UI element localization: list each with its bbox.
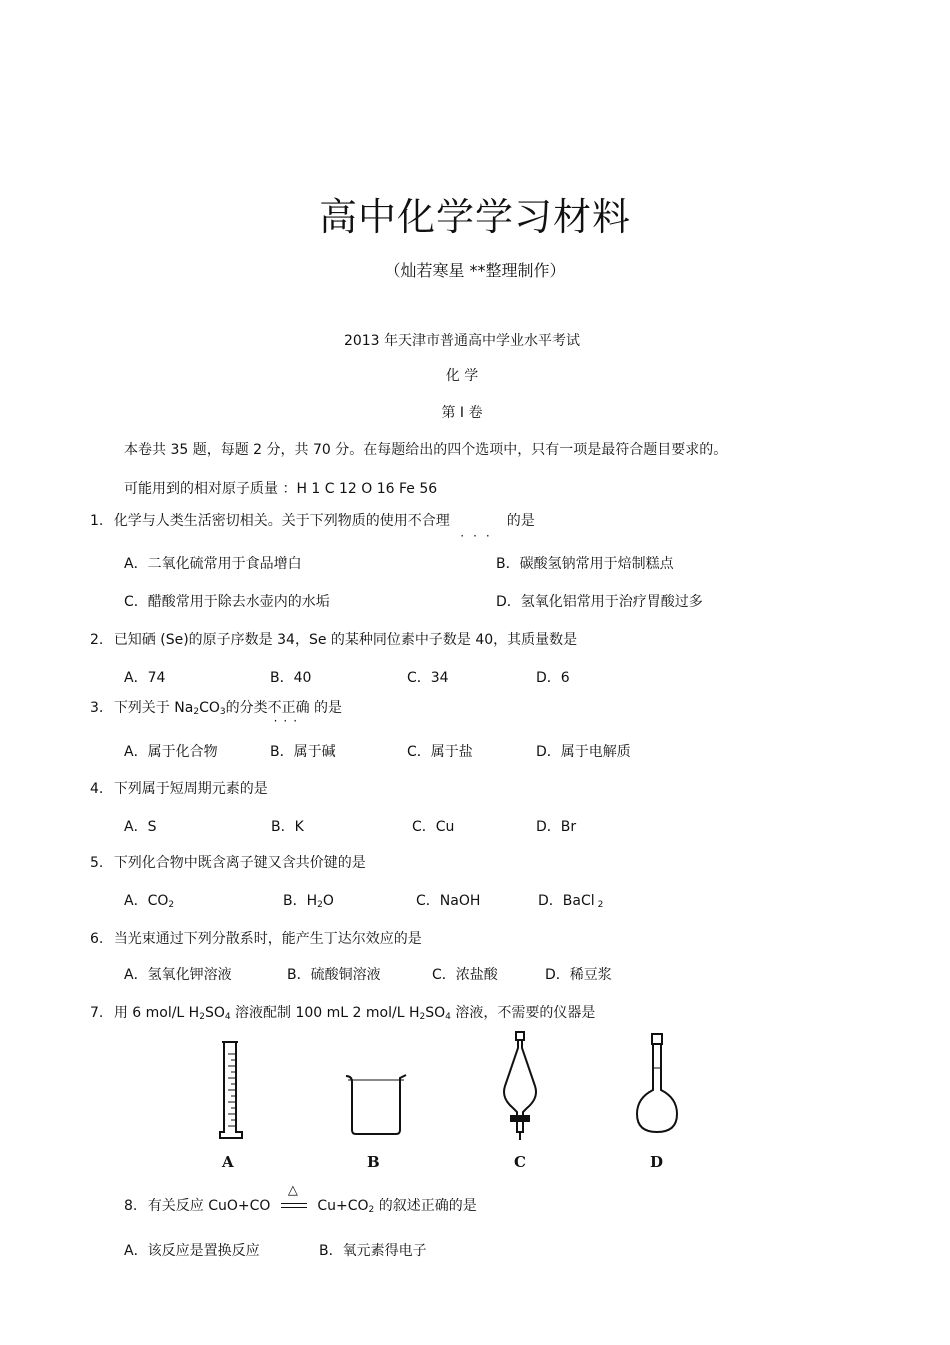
question-5-stem [90, 852, 366, 872]
exam-instructions: 本卷共 35 题，每题 2 分，共 70 分。在每题给出的四个选项中，只有一项是最符合题目要求的。 [124, 442, 728, 458]
q6-option-a[interactable]: A．氢氧化钾溶液 [124, 967, 232, 983]
lab-instruments-figure [195, 1028, 735, 1178]
volumetric-flask-icon [637, 1034, 677, 1132]
q2-option-c[interactable]: C．34 [407, 670, 449, 686]
q3-option-a[interactable]: A．属于化合物 [124, 744, 218, 760]
graduated-cylinder-icon [220, 1042, 242, 1138]
question-number: 1. [90, 513, 104, 529]
beaker-icon [346, 1075, 406, 1134]
exam-name: 2013 年天津市普通高中学业水平考试 [343, 333, 581, 349]
subscript: 3 [219, 707, 226, 717]
question-text: 已知硒 (Se)的原子序数是 34，Se 的某种同位素中子数是 40，其质量数是 [113, 632, 578, 648]
question-text: 下列化合物中既含离子键又含共价键的是 [113, 855, 366, 871]
question-1-stem: 1. 化学与人类生活密切相关。关于下列物质的使用不合理 ··· 的是 [90, 513, 535, 543]
emphasized-text: 不正确 ··· [267, 700, 310, 728]
q8-option-a[interactable]: A．该反应是置换反应 [124, 1243, 260, 1259]
question-7-stem: 7. 用 6 mol/L $H_2SO_4$ 溶液配制 100 mL 2 mol/L $H_2SO_4$ 溶液，不需要的仪器是 [90, 1005, 596, 1022]
question-3-stem [90, 697, 343, 728]
exam-subject: 化 学 [445, 368, 479, 384]
q3-option-b[interactable]: B．属于碱 [270, 744, 336, 760]
q1-option-a[interactable]: A．二氧化硫常用于食品增白 [124, 556, 302, 572]
question-number: 4. [90, 781, 104, 797]
question-text: 化学与人类生活密切相关。关于下列物质的使用不合理 [113, 513, 450, 529]
q4-option-a[interactable]: A．S [124, 819, 157, 835]
q6-option-b[interactable]: B．硫酸铜溶液 [287, 967, 381, 983]
figure-label-b: B [367, 1153, 380, 1171]
question-number: 6. [90, 931, 104, 947]
separatory-funnel-icon [504, 1032, 536, 1140]
q1-option-d[interactable]: D．氢氧化铝常用于治疗胃酸过多 [496, 594, 703, 610]
q2-option-d[interactable]: D．6 [536, 670, 570, 686]
q6-option-d[interactable]: D．稀豆浆 [545, 967, 612, 983]
q4-option-d[interactable]: D．Br [536, 819, 577, 835]
question-number: 2. [90, 632, 104, 648]
question-4-stem [90, 778, 268, 798]
figure-label-a: A [222, 1153, 234, 1171]
q4-option-b[interactable]: B．K [271, 819, 304, 835]
figure-label-d: D [650, 1153, 664, 1171]
question-number: 5. [90, 855, 104, 871]
document-title: 高中化学学习材料 [318, 195, 631, 239]
question-text: 当光束通过下列分散系时，能产生丁达尔效应的是 [113, 931, 422, 947]
atomic-masses: 可能用到的相对原子质量 ：H 1 C 12 O 16 Fe 56 [124, 481, 438, 497]
q1-option-c[interactable]: C．醋酸常用于除去水壶内的水垢 [124, 594, 330, 610]
q8-option-b[interactable]: B．氧元素得电子 [319, 1243, 427, 1259]
figure-label-c: C [514, 1153, 526, 1171]
q5-option-d[interactable]: D．BaCl $_2$ [538, 893, 604, 910]
q3-option-d[interactable]: D．属于电解质 [536, 744, 631, 760]
document-subtitle: （灿若寒星 **整理制作） [384, 261, 566, 280]
question-text-end: 的是 [309, 700, 343, 716]
question-number: 3. [90, 700, 104, 716]
question-text: 的分类 [225, 700, 268, 716]
q1-option-b[interactable]: B．碳酸氢钠常用于焙制糕点 [496, 556, 674, 572]
question-8-stem: 8. 有关反应 CuO+CO △ $Cu+CO_2$ 的叙述正确的是 [124, 1183, 477, 1215]
exam-volume: 第 I 卷 [441, 405, 483, 421]
reaction-condition-heat: △ [281, 1199, 307, 1213]
question-number: 7. [90, 1005, 104, 1021]
q5-option-b[interactable]: B．$H_2O$ [283, 893, 334, 910]
q3-option-c[interactable]: C．属于盐 [407, 744, 473, 760]
question-text-end: 的是 [506, 513, 535, 529]
q2-option-b[interactable]: B．40 [270, 670, 312, 686]
q4-option-c[interactable]: C．Cu [412, 819, 455, 835]
question-number: 8. [124, 1198, 138, 1214]
question-2-stem [90, 629, 577, 649]
q5-option-a[interactable]: A．$CO_2$ [124, 893, 175, 910]
formula-part: CO [199, 700, 220, 716]
question-text: 下列关于 Na [113, 700, 194, 716]
q6-option-c[interactable]: C．浓盐酸 [432, 967, 498, 983]
question-6-stem [90, 928, 422, 948]
subscript: 2 [193, 707, 200, 717]
question-text: 下列属于短周期元素的是 [113, 781, 268, 797]
q5-option-c[interactable]: C．NaOH [416, 893, 481, 909]
q2-option-a[interactable]: A．74 [124, 670, 166, 686]
